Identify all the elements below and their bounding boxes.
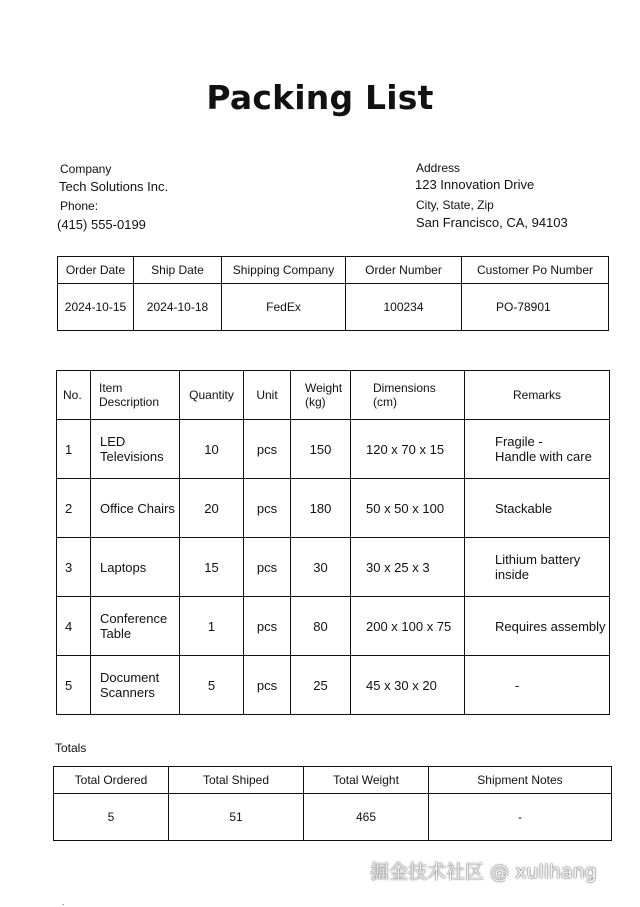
total-ordered-header: Total Ordered — [54, 767, 169, 794]
customer-po-header: Customer Po Number — [462, 257, 609, 284]
shipping-company-value: FedEx — [222, 284, 346, 331]
shipment-notes-header: Shipment Notes — [429, 767, 612, 794]
company-name: Tech Solutions Inc. — [59, 179, 169, 194]
shipping-company-header: Shipping Company — [222, 257, 346, 284]
page-title: Packing List — [206, 78, 434, 117]
item-description-line1: LED — [100, 434, 126, 449]
no-header: No. — [57, 371, 91, 420]
remarks-header: Remarks — [465, 371, 610, 420]
item-unit: pcs — [244, 420, 291, 479]
item-weight: 30 — [291, 538, 351, 597]
item-remarks — [465, 656, 610, 715]
item-no: 3 — [57, 538, 91, 597]
weight-header-line1: Weight — [305, 381, 343, 395]
item-remarks-line1: Fragile - — [495, 434, 543, 449]
total-shipped-header: Total Shiped — [169, 767, 304, 794]
unit-header: Unit — [244, 371, 291, 420]
item-remarks — [465, 597, 610, 656]
table-row — [57, 538, 610, 597]
item-unit: pcs — [244, 597, 291, 656]
customer-po-value: PO-78901 — [462, 284, 609, 331]
table-row — [57, 420, 610, 479]
order-date-header: Order Date — [58, 257, 134, 284]
item-remarks-line1: Requires assembly — [495, 618, 606, 634]
item-dimensions: 200 x 100 x 75 — [351, 597, 465, 656]
item-quantity: 20 — [180, 479, 244, 538]
totals-header-row — [54, 767, 612, 794]
total-ordered-value: 5 — [54, 794, 169, 841]
items-table — [56, 370, 610, 715]
weight-header — [291, 371, 351, 420]
city-state-zip-value: San Francisco, CA, 94103 — [416, 215, 568, 230]
item-description — [91, 597, 180, 656]
dimensions-header-line2: (cm) — [373, 395, 397, 409]
item-weight: 80 — [291, 597, 351, 656]
item-description-header-line2: Description — [99, 395, 160, 409]
item-weight: 180 — [291, 479, 351, 538]
item-unit: pcs — [244, 656, 291, 715]
item-description — [91, 656, 180, 715]
item-description-line1: Conference — [100, 611, 168, 626]
item-dimensions: 30 x 25 x 3 — [351, 538, 465, 597]
phone-value: (415) 555-0199 — [57, 217, 146, 232]
item-description — [91, 538, 180, 597]
order-info-value-row — [58, 284, 609, 331]
item-description-line2: Televisions — [100, 449, 164, 464]
item-remarks-line1: Lithium battery — [495, 552, 581, 567]
order-number-value: 100234 — [346, 284, 462, 331]
item-remarks-line1: - — [515, 677, 520, 693]
watermark: 掘金技术社区 @ xulihang — [370, 861, 597, 883]
order-info-table — [57, 256, 609, 331]
item-dimensions: 45 x 30 x 20 — [351, 656, 465, 715]
item-no: 4 — [57, 597, 91, 656]
item-remarks-line2: inside — [495, 567, 529, 582]
footer-mark: . — [62, 898, 65, 907]
item-description-line1: Document — [100, 670, 160, 685]
table-row — [57, 479, 610, 538]
weight-header-line2: (kg) — [305, 395, 326, 409]
item-no: 1 — [57, 420, 91, 479]
table-row — [57, 597, 610, 656]
ship-date-header: Ship Date — [134, 257, 222, 284]
items-header-row — [57, 371, 610, 420]
item-description-line2: Scanners — [100, 685, 155, 700]
item-no: 2 — [57, 479, 91, 538]
item-description-line1: Laptops — [100, 559, 147, 575]
address-label: Address — [416, 161, 461, 175]
item-remarks — [465, 479, 610, 538]
item-description-header-line1: Item — [99, 381, 123, 395]
dimensions-header — [351, 371, 465, 420]
address-street: 123 Innovation Drive — [415, 177, 535, 192]
total-weight-value: 465 — [304, 794, 429, 841]
item-description-line1: Office Chairs — [100, 500, 175, 516]
totals-table — [53, 766, 612, 841]
item-description-line2: Table — [100, 626, 132, 641]
item-quantity: 5 — [180, 656, 244, 715]
totals-label: Totals — [55, 741, 87, 755]
shipment-notes-value: - — [429, 794, 612, 841]
item-unit: pcs — [244, 479, 291, 538]
item-description — [91, 420, 180, 479]
phone-label: Phone: — [60, 199, 99, 213]
item-quantity: 1 — [180, 597, 244, 656]
total-weight-header: Total Weight — [304, 767, 429, 794]
item-dimensions: 50 x 50 x 100 — [351, 479, 465, 538]
item-weight: 25 — [291, 656, 351, 715]
city-state-zip-label: City, State, Zip — [416, 198, 494, 212]
order-date-value: 2024-10-15 — [58, 284, 134, 331]
order-info-header-row — [58, 257, 609, 284]
item-description — [91, 479, 180, 538]
quantity-header: Quantity — [180, 371, 244, 420]
item-unit: pcs — [244, 538, 291, 597]
item-quantity: 15 — [180, 538, 244, 597]
item-dimensions: 120 x 70 x 15 — [351, 420, 465, 479]
total-shipped-value: 51 — [169, 794, 304, 841]
item-quantity: 10 — [180, 420, 244, 479]
item-no: 5 — [57, 656, 91, 715]
item-remarks-line1: Stackable — [495, 500, 553, 516]
company-label: Company — [60, 162, 112, 176]
table-row — [57, 656, 610, 715]
item-remarks-line2: Handle with care — [495, 449, 592, 464]
ship-date-value: 2024-10-18 — [134, 284, 222, 331]
item-description-header — [91, 371, 180, 420]
totals-value-row — [54, 794, 612, 841]
item-remarks — [465, 538, 610, 597]
order-number-header: Order Number — [346, 257, 462, 284]
item-weight: 150 — [291, 420, 351, 479]
item-remarks — [465, 420, 610, 479]
dimensions-header-line1: Dimensions — [373, 381, 436, 395]
